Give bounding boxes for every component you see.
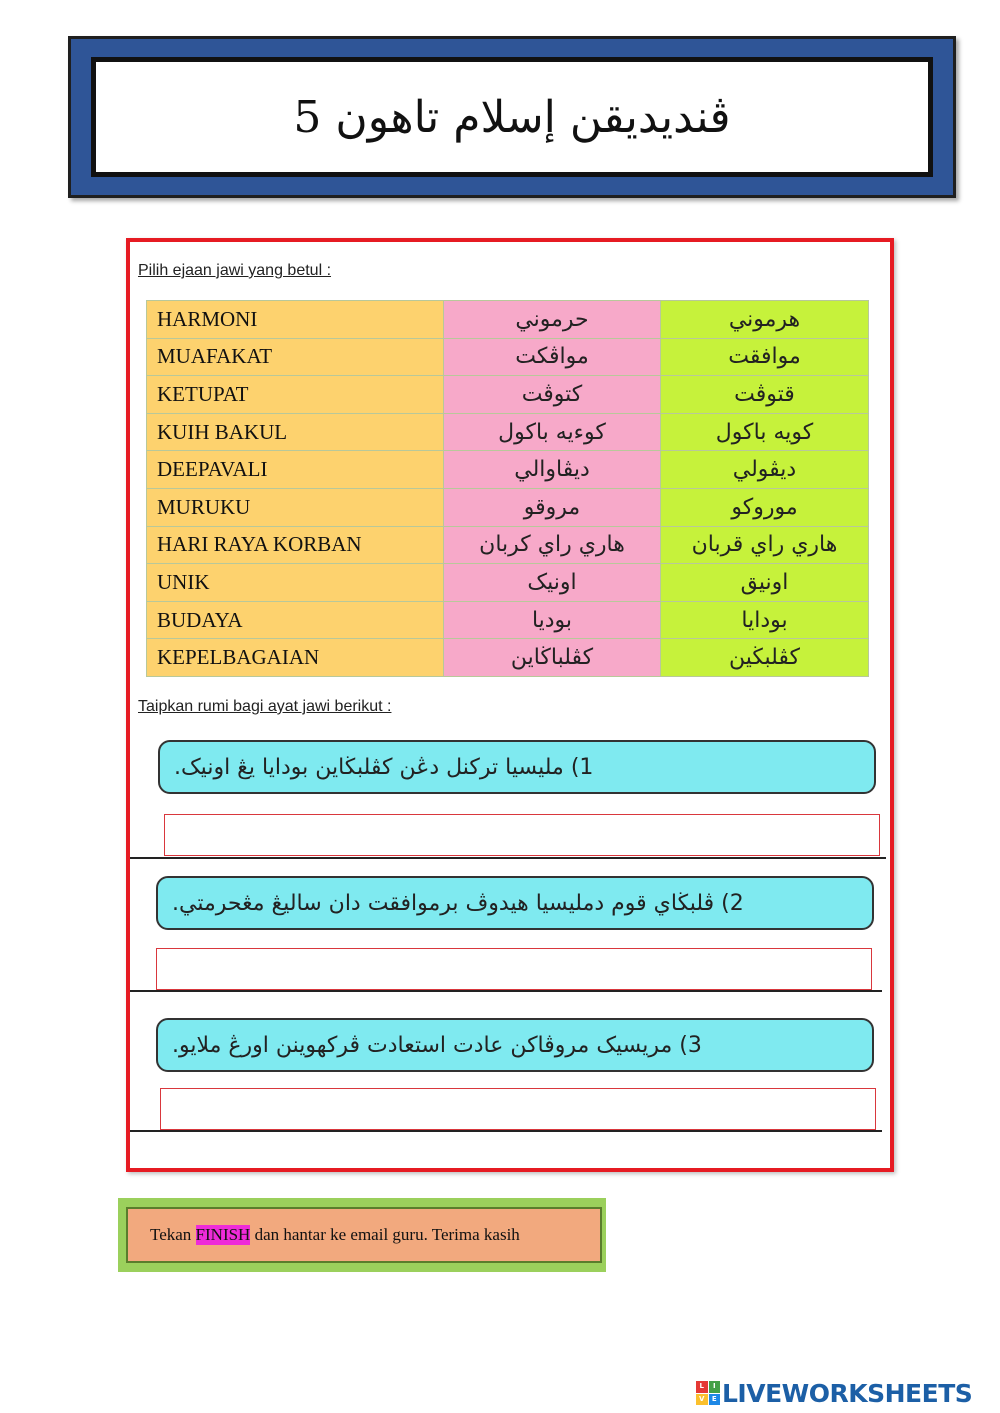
- table-row: [147, 451, 869, 489]
- rumi-word: HARMONI: [147, 301, 444, 339]
- rumi-word: MUAFAKAT: [147, 338, 444, 376]
- table-row: [147, 601, 869, 639]
- table-row: [147, 338, 869, 376]
- jawi-sentence-1: 1) مليسيا تركنل دڠن كڤلبڬاين بودايا يڠ اونيک.: [158, 740, 876, 794]
- note-text-after: dan hantar ke email guru. Terima kasih: [250, 1225, 520, 1244]
- logo-letter: V: [696, 1394, 708, 1406]
- table-row: [147, 639, 869, 677]
- jawi-option-a[interactable]: كتوڤت: [444, 376, 661, 414]
- rumi-word: UNIK: [147, 564, 444, 602]
- liveworksheets-logo-icon: [696, 1381, 720, 1405]
- jawi-option-a[interactable]: اونيک: [444, 564, 661, 602]
- instruction-note: [126, 1207, 602, 1263]
- brand-name: LIVEWORKSHEETS: [722, 1378, 973, 1408]
- instruction-choose-spelling: Pilih ejaan jawi yang betul :: [138, 262, 332, 279]
- jawi-option-b[interactable]: هرموني: [661, 301, 869, 339]
- jawi-option-a[interactable]: ديڤاوالي: [444, 451, 661, 489]
- instruction-note-frame: [118, 1198, 606, 1272]
- note-text-before: Tekan: [150, 1225, 196, 1244]
- jawi-option-b[interactable]: هاري راي قربان: [661, 526, 869, 564]
- rumi-word: BUDAYA: [147, 601, 444, 639]
- jawi-option-a[interactable]: حرموني: [444, 301, 661, 339]
- jawi-option-b[interactable]: كويه باكول: [661, 413, 869, 451]
- logo-letter: E: [709, 1394, 721, 1406]
- divider: [130, 990, 882, 992]
- worksheet-frame: [126, 238, 894, 1172]
- instruction-type-rumi: Taipkan rumi bagi ayat jawi berikut :: [138, 698, 392, 715]
- jawi-option-b[interactable]: اونيق: [661, 564, 869, 602]
- jawi-option-a[interactable]: بوديا: [444, 601, 661, 639]
- rumi-word: KETUPAT: [147, 376, 444, 414]
- jawi-option-b[interactable]: ديڤولي: [661, 451, 869, 489]
- jawi-option-b[interactable]: بودايا: [661, 601, 869, 639]
- page-title: ڤنديديقن إسلام تاهون 5: [293, 91, 731, 143]
- logo-letter: L: [696, 1381, 708, 1393]
- jawi-option-a[interactable]: مواڤكت: [444, 338, 661, 376]
- rumi-word: KUIH BAKUL: [147, 413, 444, 451]
- table-row: [147, 488, 869, 526]
- title-panel: [91, 57, 933, 177]
- table-row: [147, 526, 869, 564]
- liveworksheets-brand: [696, 1378, 972, 1408]
- rumi-word: KEPELBAGAIAN: [147, 639, 444, 677]
- jawi-option-a[interactable]: مروقو: [444, 488, 661, 526]
- rumi-word: HARI RAYA KORBAN: [147, 526, 444, 564]
- rumi-word: DEEPAVALI: [147, 451, 444, 489]
- jawi-option-a[interactable]: هاري راي كربان: [444, 526, 661, 564]
- table-row: [147, 413, 869, 451]
- jawi-sentence-3: 3) مريسيک مروڤاكن عادت استعادت ڤركهوينن اورڠ ملايو.: [156, 1018, 874, 1072]
- table-row: [147, 564, 869, 602]
- divider: [130, 857, 886, 859]
- logo-letter: I: [709, 1381, 721, 1393]
- jawi-option-b[interactable]: قتوڤت: [661, 376, 869, 414]
- finish-highlight: FINISH: [195, 1225, 251, 1244]
- table-row: [147, 301, 869, 339]
- jawi-sentence-2: 2) ڤلبڬاي قوم دمليسيا هيدوڤ برموافقت دان ساليڠ مڠحرمتي.: [156, 876, 874, 930]
- answer-input-3[interactable]: [160, 1088, 876, 1130]
- spelling-table: [146, 300, 869, 677]
- jawi-option-b[interactable]: موافقت: [661, 338, 869, 376]
- divider: [130, 1130, 882, 1132]
- jawi-option-b[interactable]: كڤلبڬين: [661, 639, 869, 677]
- title-banner: [68, 36, 956, 198]
- answer-input-2[interactable]: [156, 948, 872, 990]
- answer-input-1[interactable]: [164, 814, 880, 856]
- jawi-option-a[interactable]: كوءيه باكول: [444, 413, 661, 451]
- table-row: [147, 376, 869, 414]
- jawi-option-b[interactable]: موروكو: [661, 488, 869, 526]
- rumi-word: MURUKU: [147, 488, 444, 526]
- jawi-option-a[interactable]: كڤلباڬاين: [444, 639, 661, 677]
